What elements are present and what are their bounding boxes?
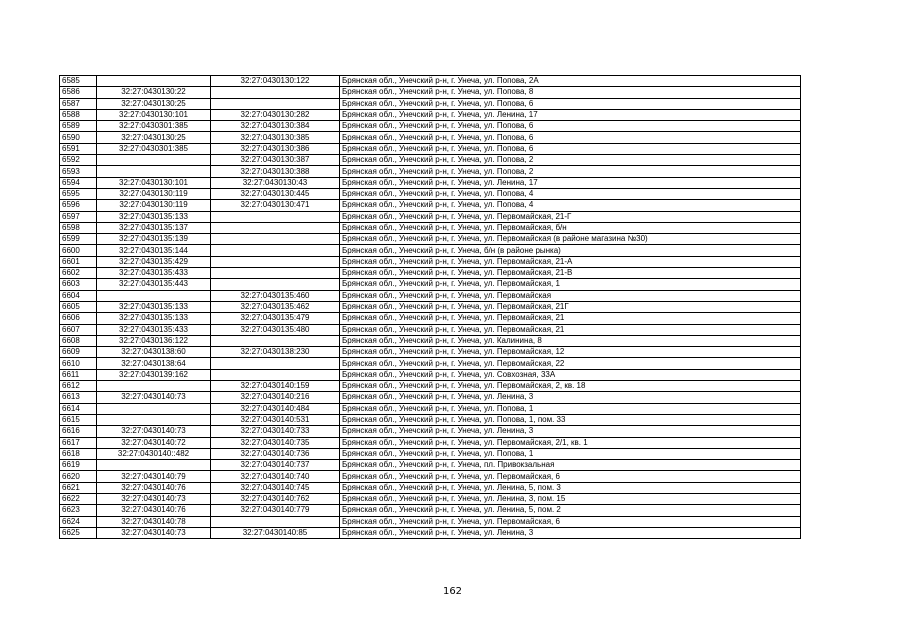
address: Брянская обл., Унечский р-н, г. Унеча, ул. Первомайская, 6 [340, 471, 801, 482]
previous-cadastral-number [97, 155, 211, 166]
cadastral-number: 32:27:0430140:531 [211, 414, 340, 425]
address: Брянская обл., Унечский р-н, г. Унеча, ул. Ленина, 17 [340, 109, 801, 120]
previous-cadastral-number [97, 460, 211, 471]
previous-cadastral-number: 32:27:0430140:79 [97, 471, 211, 482]
table-row [60, 155, 801, 166]
address: Брянская обл., Унечский р-н, г. Унеча, ул. Первомайская, 21-А [340, 256, 801, 267]
address: Брянская обл., Унечский р-н, г. Унеча, б/н (в районе рынка) [340, 245, 801, 256]
address: Брянская обл., Унечский р-н, г. Унеча, ул. Попова, 4 [340, 200, 801, 211]
previous-cadastral-number: 32:27:0430130:101 [97, 177, 211, 188]
table-row [60, 166, 801, 177]
cadastral-number: 32:27:0430135:480 [211, 324, 340, 335]
address: Брянская обл., Унечский р-н, г. Унеча, ул. Попова, 1, пом. 33 [340, 414, 801, 425]
row-number: 6598 [60, 222, 97, 233]
table-row [60, 313, 801, 324]
row-number: 6623 [60, 505, 97, 516]
table-row [60, 527, 801, 538]
previous-cadastral-number [97, 76, 211, 87]
table-row [60, 493, 801, 504]
row-number: 6625 [60, 527, 97, 538]
cadastral-number: 32:27:0430135:462 [211, 301, 340, 312]
previous-cadastral-number: 32:27:0430139:162 [97, 369, 211, 380]
cadastral-number: 32:27:0430140:733 [211, 426, 340, 437]
previous-cadastral-number: 32:27:0430130:119 [97, 188, 211, 199]
cadastral-number: 32:27:0430140:740 [211, 471, 340, 482]
table-row [60, 268, 801, 279]
table-row [60, 109, 801, 120]
row-number: 6592 [60, 155, 97, 166]
previous-cadastral-number: 32:27:0430140:76 [97, 505, 211, 516]
table-row [60, 256, 801, 267]
table-row [60, 381, 801, 392]
row-number: 6613 [60, 392, 97, 403]
row-number: 6604 [60, 290, 97, 301]
address: Брянская обл., Унечский р-н, г. Унеча, ул. Попова, 6 [340, 98, 801, 109]
table-row [60, 188, 801, 199]
previous-cadastral-number: 32:27:0430130:25 [97, 98, 211, 109]
previous-cadastral-number: 32:27:0430138:60 [97, 347, 211, 358]
cadastral-number [211, 211, 340, 222]
address: Брянская обл., Унечский р-н, г. Унеча, ул. Первомайская, 12 [340, 347, 801, 358]
row-number: 6594 [60, 177, 97, 188]
row-number: 6586 [60, 87, 97, 98]
table-row [60, 211, 801, 222]
row-number: 6618 [60, 448, 97, 459]
cadastral-number: 32:27:0430140:484 [211, 403, 340, 414]
table-row [60, 143, 801, 154]
table-row [60, 177, 801, 188]
previous-cadastral-number [97, 381, 211, 392]
table-row [60, 121, 801, 132]
previous-cadastral-number: 32:27:0430130:25 [97, 132, 211, 143]
cadastral-number: 32:27:0430140:85 [211, 527, 340, 538]
address: Брянская обл., Унечский р-н, г. Унеча, ул. Первомайская [340, 290, 801, 301]
page-number: 162 [442, 586, 463, 597]
table-row [60, 222, 801, 233]
address: Брянская обл., Унечский р-н, г. Унеча, ул. Первомайская (в районе магазина №30) [340, 234, 801, 245]
row-number: 6591 [60, 143, 97, 154]
row-number: 6600 [60, 245, 97, 256]
previous-cadastral-number [97, 166, 211, 177]
cadastral-number [211, 268, 340, 279]
row-number: 6609 [60, 347, 97, 358]
address: Брянская обл., Унечский р-н, г. Унеча, ул. Первомайская, 2, кв. 18 [340, 381, 801, 392]
table-row [60, 335, 801, 346]
row-number: 6610 [60, 358, 97, 369]
address: Брянская обл., Унечский р-н, г. Унеча, ул. Ленина, 17 [340, 177, 801, 188]
previous-cadastral-number: 32:27:0430140:72 [97, 437, 211, 448]
row-number: 6614 [60, 403, 97, 414]
table-row [60, 505, 801, 516]
previous-cadastral-number: 32:27:0430301:385 [97, 143, 211, 154]
cadastral-number [211, 245, 340, 256]
table-row [60, 414, 801, 425]
address: Брянская обл., Унечский р-н, г. Унеча, ул. Ленина, 3, пом. 15 [340, 493, 801, 504]
previous-cadastral-number: 32:27:0430140:73 [97, 426, 211, 437]
table-row [60, 437, 801, 448]
row-number: 6597 [60, 211, 97, 222]
cadastral-number: 32:27:0430140:159 [211, 381, 340, 392]
cadastral-number: 32:27:0430130:385 [211, 132, 340, 143]
address: Брянская обл., Унечский р-н, г. Унеча, ул. Первомайская, б/н [340, 222, 801, 233]
table-row [60, 403, 801, 414]
previous-cadastral-number: 32:27:0430301:385 [97, 121, 211, 132]
table-row [60, 76, 801, 87]
previous-cadastral-number: 32:27:0430135:139 [97, 234, 211, 245]
address: Брянская обл., Унечский р-н, г. Унеча, ул. Первомайская, 21Г [340, 301, 801, 312]
table-row [60, 301, 801, 312]
cadastral-number: 32:27:0430130:445 [211, 188, 340, 199]
previous-cadastral-number: 32:27:0430140:76 [97, 482, 211, 493]
previous-cadastral-number: 32:27:0430135:433 [97, 268, 211, 279]
row-number: 6615 [60, 414, 97, 425]
cadastral-number: 32:27:0430130:122 [211, 76, 340, 87]
cadastral-number [211, 222, 340, 233]
row-number: 6596 [60, 200, 97, 211]
cadastral-number: 32:27:0430138:230 [211, 347, 340, 358]
previous-cadastral-number: 32:27:0430140:73 [97, 527, 211, 538]
row-number: 6608 [60, 335, 97, 346]
address: Брянская обл., Унечский р-н, г. Унеча, ул. Совхозная, 33А [340, 369, 801, 380]
cadastral-number [211, 87, 340, 98]
table-row [60, 324, 801, 335]
table-row [60, 200, 801, 211]
row-number: 6593 [60, 166, 97, 177]
table-row [60, 87, 801, 98]
address: Брянская обл., Унечский р-н, г. Унеча, ул. Ленина, 5, пом. 3 [340, 482, 801, 493]
cadastral-number: 32:27:0430140:745 [211, 482, 340, 493]
address: Брянская обл., Унечский р-н, г. Унеча, ул. Ленина, 3 [340, 392, 801, 403]
previous-cadastral-number: 32:27:0430135:133 [97, 313, 211, 324]
cadastral-number: 32:27:0430130:43 [211, 177, 340, 188]
table-row [60, 279, 801, 290]
previous-cadastral-number: 32:27:0430135:443 [97, 279, 211, 290]
table-row [60, 234, 801, 245]
row-number: 6611 [60, 369, 97, 380]
address: Брянская обл., Унечский р-н, г. Унеча, ул. Попова, 8 [340, 87, 801, 98]
cadastral-number: 32:27:0430130:471 [211, 200, 340, 211]
cadastral-number: 32:27:0430140:762 [211, 493, 340, 504]
previous-cadastral-number: 32:27:0430130:101 [97, 109, 211, 120]
cadastral-number: 32:27:0430130:282 [211, 109, 340, 120]
cadastral-number [211, 335, 340, 346]
cadastral-number: 32:27:0430130:388 [211, 166, 340, 177]
table-row [60, 471, 801, 482]
row-number: 6616 [60, 426, 97, 437]
table-row [60, 358, 801, 369]
cadastral-number [211, 234, 340, 245]
table-row [60, 132, 801, 143]
address: Брянская обл., Унечский р-н, г. Унеча, ул. Попова, 4 [340, 188, 801, 199]
address: Брянская обл., Унечский р-н, г. Унеча, ул. Первомайская, 1 [340, 279, 801, 290]
cadastral-number: 32:27:0430130:384 [211, 121, 340, 132]
row-number: 6619 [60, 460, 97, 471]
previous-cadastral-number: 32:27:0430136:122 [97, 335, 211, 346]
address: Брянская обл., Унечский р-н, г. Унеча, ул. Первомайская, 21-В [340, 268, 801, 279]
cadastral-number [211, 358, 340, 369]
table-row [60, 392, 801, 403]
address: Брянская обл., Унечский р-н, г. Унеча, ул. Первомайская, 22 [340, 358, 801, 369]
row-number: 6606 [60, 313, 97, 324]
previous-cadastral-number: 32:27:0430130:22 [97, 87, 211, 98]
table-row [60, 98, 801, 109]
row-number: 6590 [60, 132, 97, 143]
address: Брянская обл., Унечский р-н, г. Унеча, ул. Калинина, 8 [340, 335, 801, 346]
previous-cadastral-number: 32:27:0430140:73 [97, 493, 211, 504]
cadastral-number: 32:27:0430140:736 [211, 448, 340, 459]
row-number: 6605 [60, 301, 97, 312]
previous-cadastral-number: 32:27:0430135:433 [97, 324, 211, 335]
previous-cadastral-number: 32:27:0430140:73 [97, 392, 211, 403]
row-number: 6601 [60, 256, 97, 267]
cadastral-number [211, 516, 340, 527]
row-number: 6602 [60, 268, 97, 279]
table-row [60, 482, 801, 493]
address: Брянская обл., Унечский р-н, г. Унеча, ул. Попова, 1 [340, 448, 801, 459]
row-number: 6607 [60, 324, 97, 335]
cadastral-number: 32:27:0430140:735 [211, 437, 340, 448]
row-number: 6620 [60, 471, 97, 482]
cadastral-number [211, 256, 340, 267]
previous-cadastral-number [97, 403, 211, 414]
row-number: 6603 [60, 279, 97, 290]
row-number: 6612 [60, 381, 97, 392]
row-number: 6622 [60, 493, 97, 504]
cadastral-number: 32:27:0430140:779 [211, 505, 340, 516]
previous-cadastral-number: 32:27:0430135:133 [97, 211, 211, 222]
cadastral-number: 32:27:0430130:386 [211, 143, 340, 154]
previous-cadastral-number: 32:27:0430135:133 [97, 301, 211, 312]
row-number: 6585 [60, 76, 97, 87]
row-number: 6621 [60, 482, 97, 493]
address: Брянская обл., Унечский р-н, г. Унеча, ул. Попова, 6 [340, 121, 801, 132]
address: Брянская обл., Унечский р-н, г. Унеча, ул. Ленина, 3 [340, 426, 801, 437]
address: Брянская обл., Унечский р-н, г. Унеча, ул. Попова, 6 [340, 143, 801, 154]
row-number: 6587 [60, 98, 97, 109]
cadastral-number: 32:27:0430140:216 [211, 392, 340, 403]
cadastral-number [211, 98, 340, 109]
table-row [60, 516, 801, 527]
address: Брянская обл., Унечский р-н, г. Унеча, ул. Попова, 6 [340, 132, 801, 143]
table-row [60, 245, 801, 256]
previous-cadastral-number: 32:27:0430140::482 [97, 448, 211, 459]
table-body [60, 76, 801, 539]
address: Брянская обл., Унечский р-н, г. Унеча, ул. Попова, 2А [340, 76, 801, 87]
cadastral-number: 32:27:0430130:387 [211, 155, 340, 166]
row-number: 6624 [60, 516, 97, 527]
cadastral-number: 32:27:0430135:460 [211, 290, 340, 301]
row-number: 6599 [60, 234, 97, 245]
previous-cadastral-number [97, 414, 211, 425]
table-row [60, 290, 801, 301]
address: Брянская обл., Унечский р-н, г. Унеча, пл. Привокзальная [340, 460, 801, 471]
address: Брянская обл., Унечский р-н, г. Унеча, ул. Первомайская, 21 [340, 313, 801, 324]
table-row [60, 460, 801, 471]
previous-cadastral-number: 32:27:0430140:78 [97, 516, 211, 527]
address: Брянская обл., Унечский р-н, г. Унеча, ул. Ленина, 5, пом. 2 [340, 505, 801, 516]
cadastral-number [211, 369, 340, 380]
cadastral-number: 32:27:0430140:737 [211, 460, 340, 471]
table-row [60, 369, 801, 380]
address: Брянская обл., Унечский р-н, г. Унеча, ул. Попова, 2 [340, 166, 801, 177]
cadastral-number [211, 279, 340, 290]
address: Брянская обл., Унечский р-н, г. Унеча, ул. Попова, 2 [340, 155, 801, 166]
row-number: 6617 [60, 437, 97, 448]
address: Брянская обл., Унечский р-н, г. Унеча, ул. Первомайская, 21 [340, 324, 801, 335]
address: Брянская обл., Унечский р-н, г. Унеча, ул. Первомайская, 21-Г [340, 211, 801, 222]
previous-cadastral-number: 32:27:0430135:144 [97, 245, 211, 256]
row-number: 6588 [60, 109, 97, 120]
cadastral-table [59, 75, 801, 539]
previous-cadastral-number: 32:27:0430135:429 [97, 256, 211, 267]
previous-cadastral-number: 32:27:0430138:64 [97, 358, 211, 369]
address: Брянская обл., Унечский р-н, г. Унеча, ул. Первомайская, 6 [340, 516, 801, 527]
table-row [60, 347, 801, 358]
row-number: 6595 [60, 188, 97, 199]
previous-cadastral-number: 32:27:0430135:137 [97, 222, 211, 233]
table-row [60, 448, 801, 459]
cadastral-number: 32:27:0430135:479 [211, 313, 340, 324]
previous-cadastral-number: 32:27:0430130:119 [97, 200, 211, 211]
address: Брянская обл., Унечский р-н, г. Унеча, ул. Попова, 1 [340, 403, 801, 414]
address: Брянская обл., Унечский р-н, г. Унеча, ул. Ленина, 3 [340, 527, 801, 538]
address: Брянская обл., Унечский р-н, г. Унеча, ул. Первомайская, 2/1, кв. 1 [340, 437, 801, 448]
row-number: 6589 [60, 121, 97, 132]
table-row [60, 426, 801, 437]
previous-cadastral-number [97, 290, 211, 301]
